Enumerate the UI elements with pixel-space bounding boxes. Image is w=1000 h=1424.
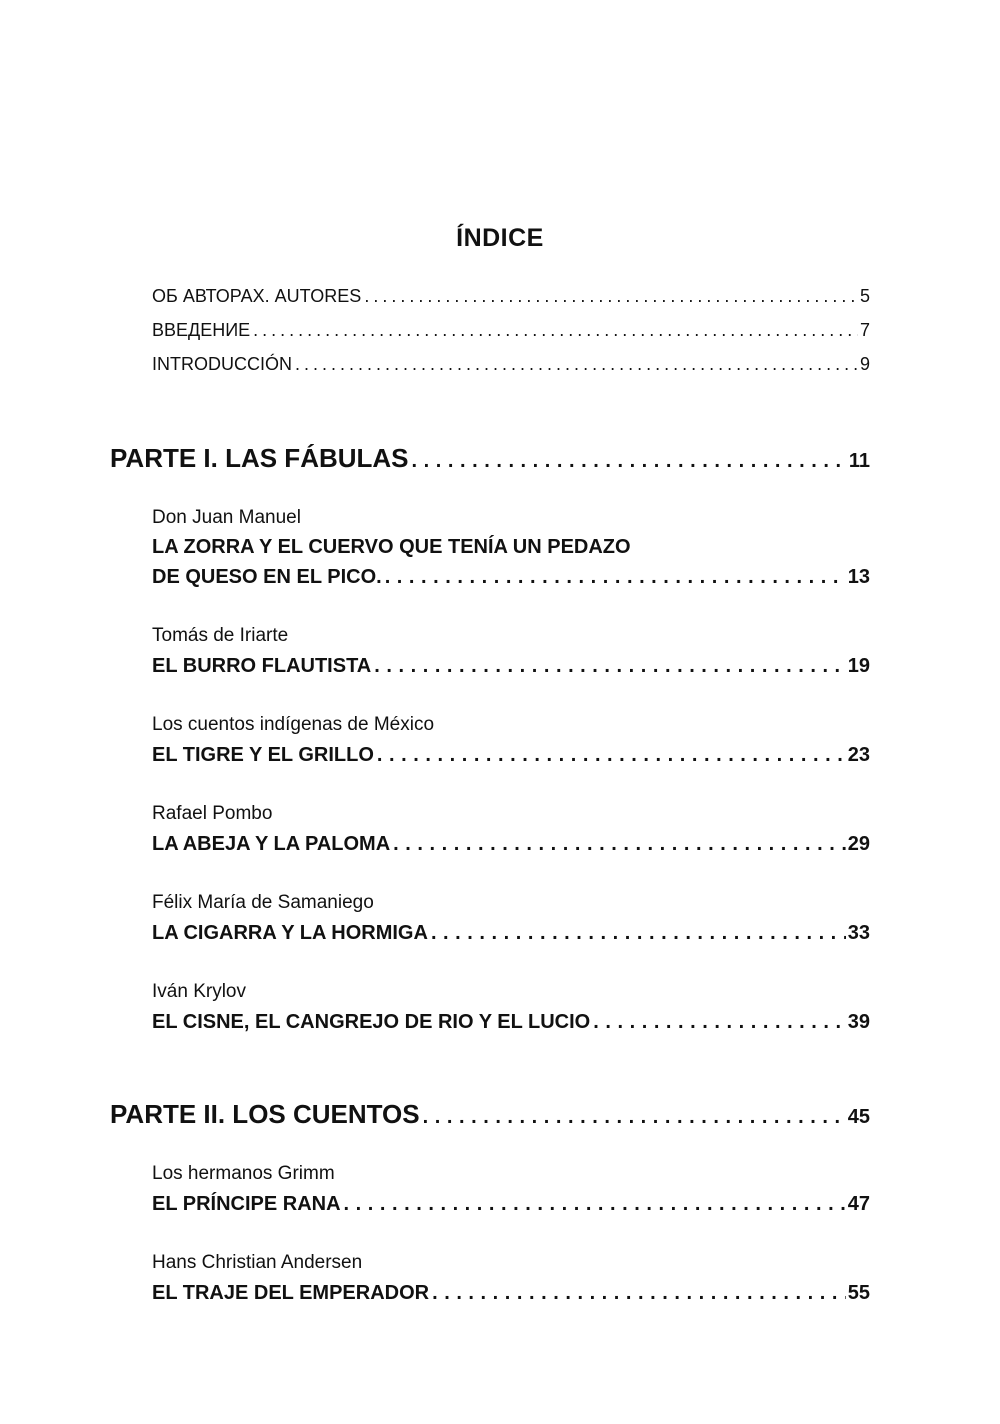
toc-entry-page: 5 <box>859 286 870 306</box>
toc-entry <box>152 1282 870 1305</box>
dot-leader <box>344 1193 846 1216</box>
entry-page: 23 <box>847 744 870 766</box>
entry-author: Don Juan Manuel <box>152 507 301 528</box>
entry-title: DE QUESO EN EL PICO. <box>152 566 382 588</box>
toc-entry <box>152 833 870 856</box>
dot-leader <box>377 744 846 767</box>
toc-entry <box>152 655 870 678</box>
entry-page: 55 <box>847 1282 870 1304</box>
entry-title: EL TIGRE Y EL GRILLO <box>152 744 374 766</box>
entry-page: 19 <box>847 655 870 677</box>
dot-leader <box>432 1282 846 1305</box>
entry-page: 33 <box>847 922 870 944</box>
dot-leader <box>393 833 846 856</box>
part-heading-page: 11 <box>848 450 870 472</box>
page-title: ÍNDICE <box>456 224 544 252</box>
entry-page: 29 <box>847 833 870 855</box>
entry-page: 39 <box>847 1011 870 1033</box>
entry-author: Los cuentos indígenas de México <box>152 714 435 735</box>
entry-title: EL TRAJE DEL EMPERADOR <box>152 1282 430 1304</box>
dot-leader <box>593 1011 846 1034</box>
entry-page: 13 <box>847 566 870 588</box>
part-heading-1 <box>110 443 870 474</box>
toc-entry-page: 7 <box>859 320 870 340</box>
dot-leader <box>374 655 846 678</box>
part-heading-2 <box>110 1099 870 1130</box>
toc-entry <box>152 1193 870 1216</box>
entry-title: EL PRÍNCIPE RANA <box>152 1193 341 1215</box>
entry-title: LA CIGARRA Y LA HORMIGA <box>152 922 428 944</box>
dot-leader <box>385 566 846 589</box>
entry-author: Rafael Pombo <box>152 803 273 824</box>
toc-entry <box>152 922 870 945</box>
dot-leader <box>295 354 858 375</box>
toc-entry-front-3 <box>152 354 870 375</box>
entry-author: Tomás de Iriarte <box>152 625 289 646</box>
entry-author: Los hermanos Grimm <box>152 1163 335 1184</box>
entry-title: EL BURRO FLAUTISTA <box>152 655 372 677</box>
entry-author: Félix María de Samaniego <box>152 892 374 913</box>
dot-leader <box>253 320 858 341</box>
toc-entry <box>152 1011 870 1034</box>
toc-entry <box>152 566 870 589</box>
toc-entry-label: INTRODUCCIÓN <box>152 354 292 374</box>
toc-entry <box>152 744 870 767</box>
toc-entry-front-1 <box>152 286 870 307</box>
entry-author: Hans Christian Andersen <box>152 1252 363 1273</box>
toc-entry-label: ВВЕДЕНИЕ <box>152 320 251 340</box>
dot-leader <box>431 922 846 945</box>
entry-title: EL CISNE, EL CANGREJO DE RIO Y EL LUCIO <box>152 1011 591 1033</box>
entry-page: 47 <box>847 1193 870 1215</box>
entry-title-line: LA ZORRA Y EL CUERVO QUE TENÍA UN PEDAZO <box>152 536 631 558</box>
entry-title: LA ABEJA Y LA PALOMA <box>152 833 391 855</box>
dot-leader <box>423 1106 846 1129</box>
part-heading-label: PARTE I. LAS FÁBULAS <box>110 443 409 473</box>
dot-leader <box>364 286 858 307</box>
entry-author: Iván Krylov <box>152 981 246 1002</box>
part-heading-page: 45 <box>847 1106 870 1128</box>
dot-leader <box>412 450 847 473</box>
toc-entry-label: ОБ АВТОРАХ. AUTORES <box>152 286 362 306</box>
toc-entry-front-2 <box>152 320 870 341</box>
toc-entry-page: 9 <box>859 354 870 374</box>
part-heading-label: PARTE II. LOS CUENTOS <box>110 1099 420 1129</box>
